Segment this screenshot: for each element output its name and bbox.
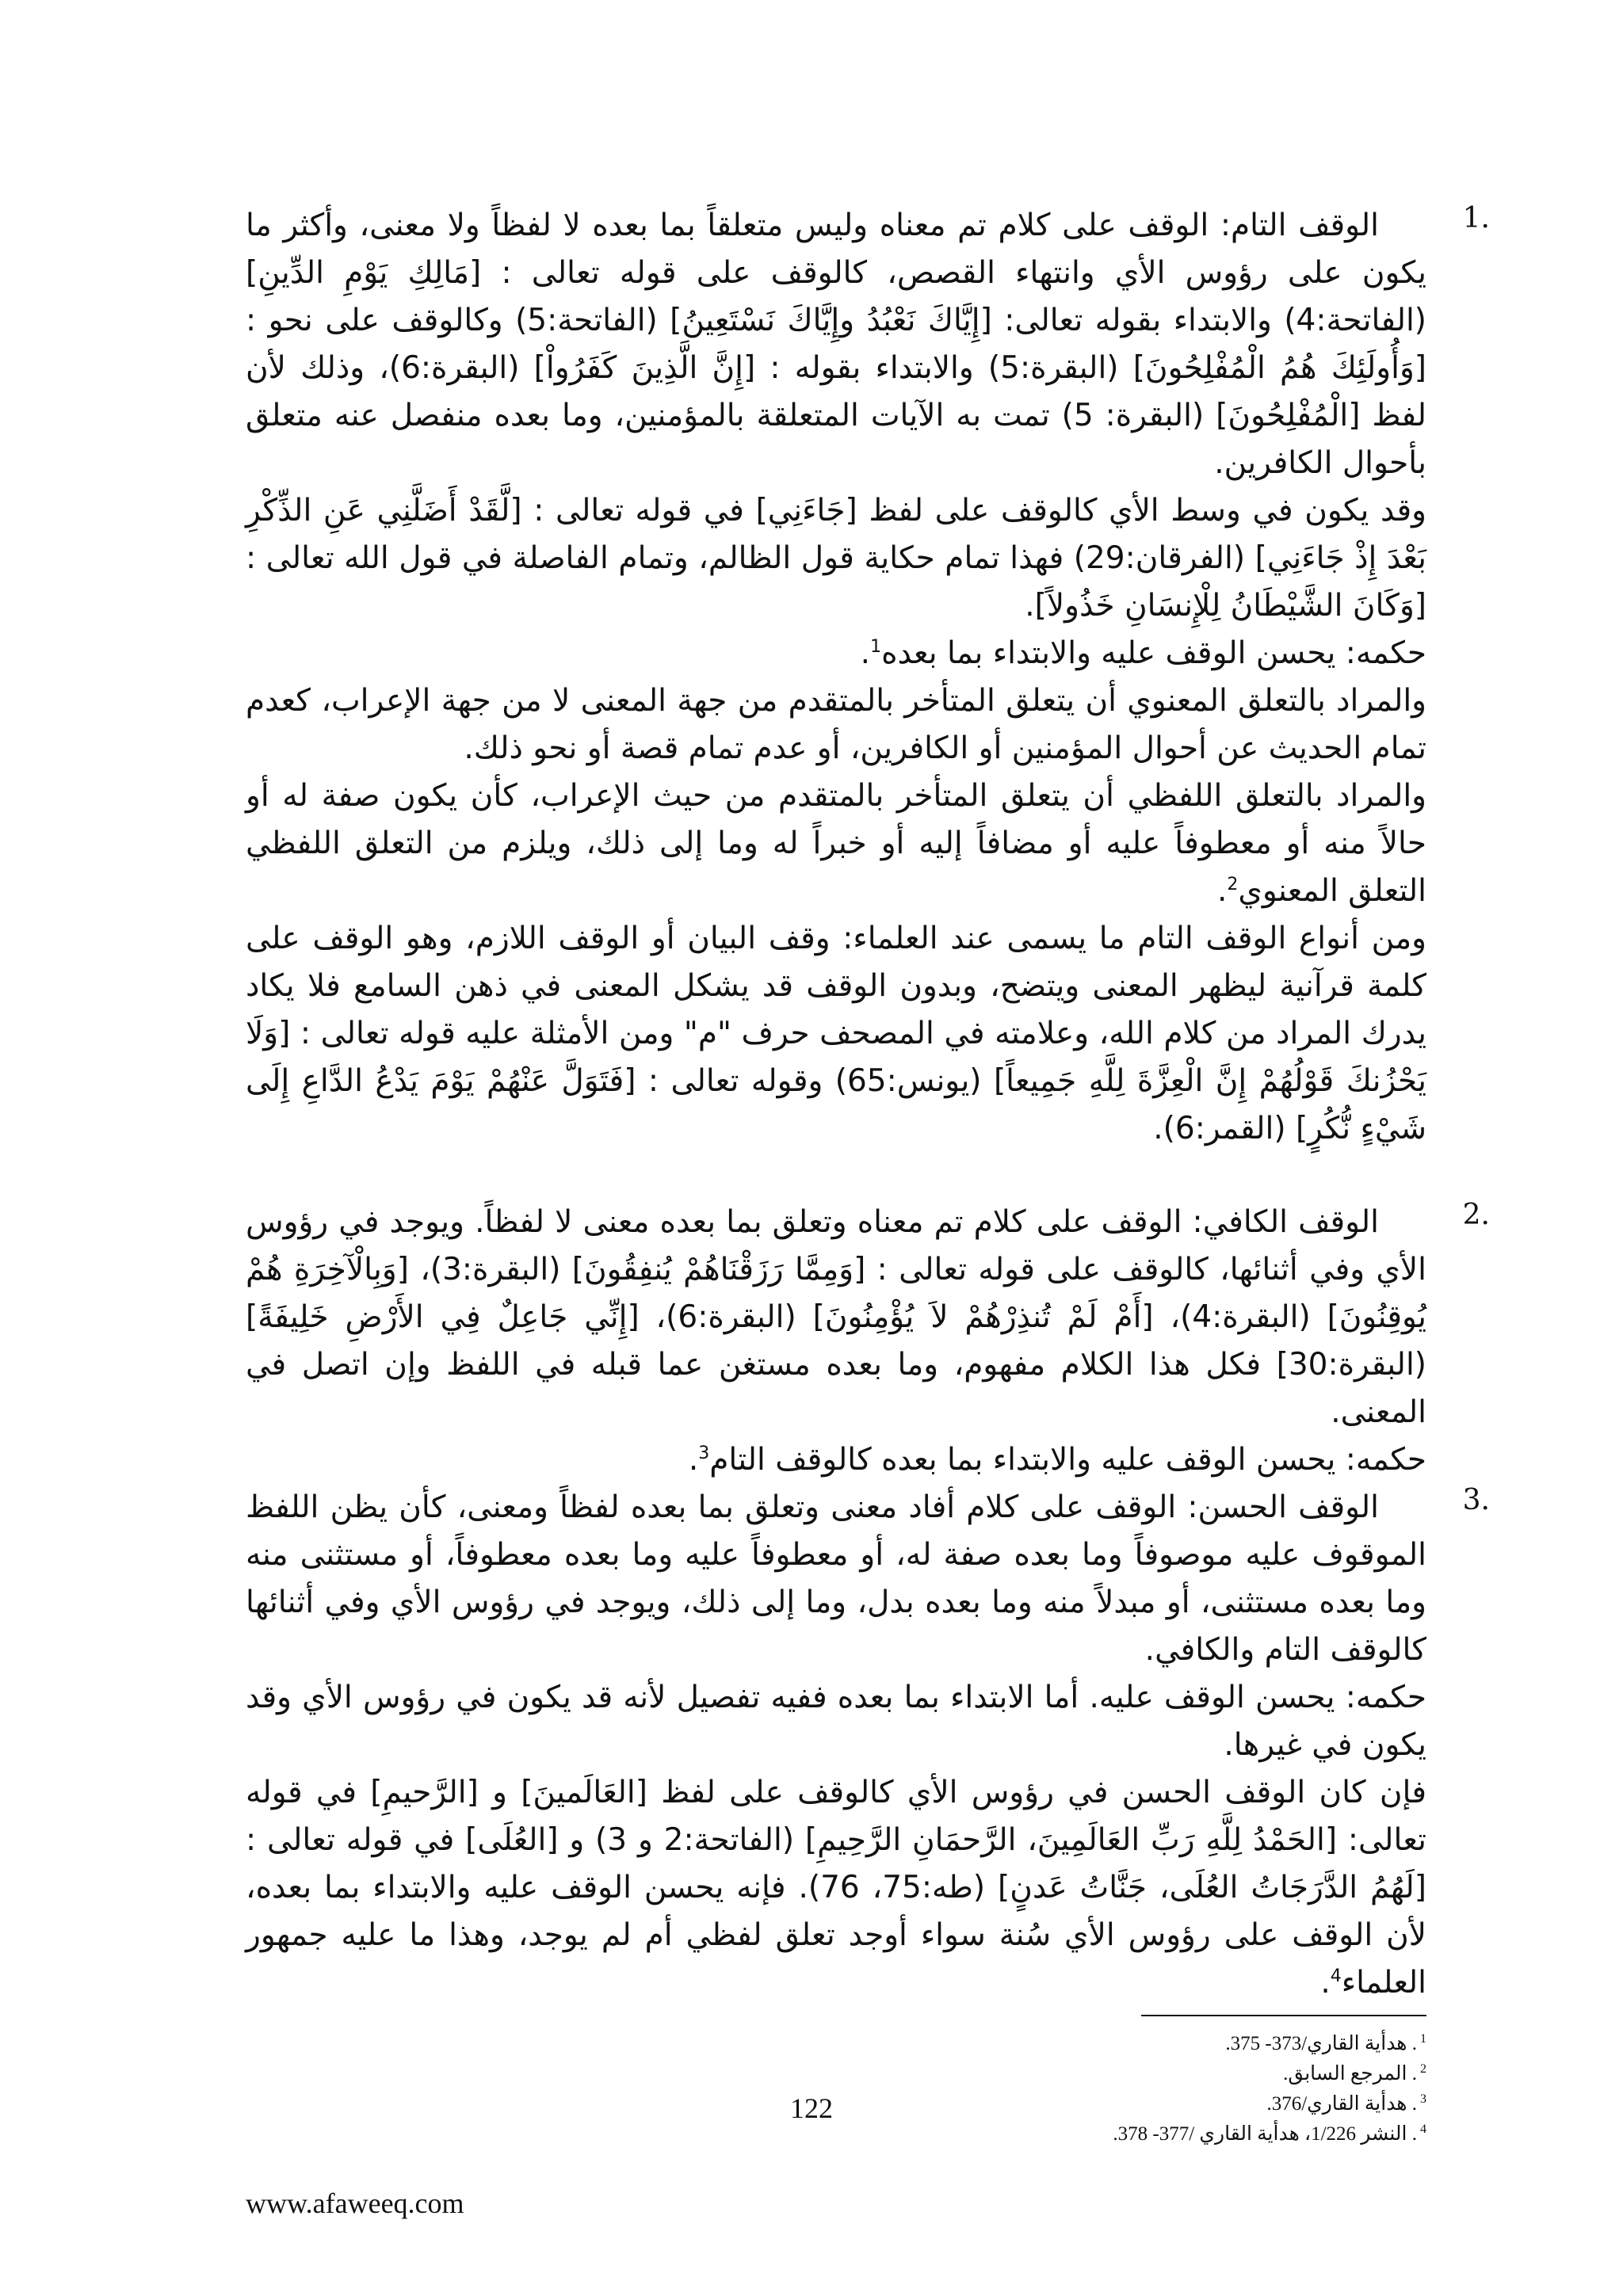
footnote-ref[interactable]: 2 — [1227, 875, 1239, 894]
paragraph: فإن كان الوقف الحسن في رؤوس الأي كالوقف على لفظ [العَالَمينَ] و [الرَّحيمِ] في قوله تعالى: [الحَمْدُ لِلَّهِ رَبِّ العَالَمِينَ، الرَّحمَانِ الرَّحِيمِ] (الفاتحة:2 و 3) و [العُلَى] في قوله تعالى : [لَهُمُ الدَّرَجَاتُ العُلَى، جَنَّاتُ عَدنٍ] (طه:75، 76). فإنه يحسن الوقف عليه والابتداء بما بعده، لأن الوقف على رؤوس الأي سُنة سواء أوجد تعلق لفظي أم لم يوجد، وهذا ما عليه جمهور العلماء$^4$. — [246, 1775, 1426, 2000]
list-number: .2 — [1462, 1199, 1490, 1231]
list-number: .3 — [1462, 1484, 1490, 1516]
footnote-mark: 4 — [1420, 2122, 1426, 2136]
ruling-text: حكمه: يحسن الوقف عليه والابتداء بما بعده كالوقف التام — [709, 1442, 1426, 1478]
section-hasan — [246, 1484, 1490, 2007]
footnote-ref[interactable]: 4 — [1330, 1966, 1342, 1986]
paragraph: الوقف الحسن: الوقف على كلام أفاد معنى وتعلق بما بعده لفظاً ومعنى، كأن يظن اللفظ الموقوف عليه موصوفاً وما بعده صفة له، أو معطوفاً عليه وما بعده معطوفاً، أو مستثنى منه وما بعده مستثنى، أو مبدلاً منه وما بعده بدل، وما إلى ذلك، ويوجد في رؤوس الأي وفي أثنائها كالوقف التام والكافي. — [246, 1489, 1426, 1668]
section-gap — [246, 1153, 1426, 1199]
paragraph: حكمه: يحسن الوقف عليه والابتداء بما بعده$^1$. — [860, 635, 1426, 671]
footnote-mark: 1 — [1420, 2031, 1426, 2046]
paragraph: الوقف التام: الوقف على كلام تم معناه وليس متعلقاً بما بعده لا لفظاً ولا معنى، وأكثر ما يكون على رؤوس الأي وانتهاء القصص، كالوقف على قوله تعالى : [مَالِكِ يَوْمِ الدِّينِ] (الفاتحة:4) والابتداء بقوله تعالى: [إِيَّاكَ نَعْبُدُ وإِيَّاكَ نَسْتَعِينُ] (الفاتحة:5) وكالوقف على نحو : [وَأُولَئِكَ هُمُ الْمُفْلِحُونَ] (البقرة:5) والابتداء بقوله : [إِنَّ الَّذِينَ كَفَرُواْ] (البقرة:6)، وذلك لأن لفظ [الْمُفْلِحُونَ] (البقرة: 5) تمت به الآيات المتعلقة بالمؤمنين، وما بعده منفصل عنه متعلق بأحوال الكافرين. — [246, 208, 1426, 481]
footnote-text: . المرجع السابق. — [1283, 2063, 1417, 2084]
page-number: 122 — [790, 2092, 833, 2124]
section-kafi — [246, 1199, 1490, 1484]
footnote-text: . هدأية القاري/376. — [1266, 2093, 1417, 2115]
paragraph: حكمه: يحسن الوقف عليه. أما الابتداء بما بعده ففيه تفصيل لأنه قد يكون في رؤوس الأي وقد يكون في غيرها. — [246, 1680, 1426, 1763]
paragraph: والمراد بالتعلق المعنوي أن يتعلق المتأخر بالمتقدم من جهة المعنى لا من جهة الإعراب، كعدم تمام الحديث عن أحوال المؤمنين أو الكافرين، أو عدم تمام قصة أو نحو ذلك. — [246, 683, 1426, 766]
footnote-mark: 2 — [1420, 2061, 1426, 2076]
paragraph: الوقف الكافي: الوقف على كلام تم معناه وتعلق بما بعده معنى لا لفظاً. ويوجد في رؤوس الأي وفي أثنائها، كالوقف على قوله تعالى : [وَمِمَّا رَزَقْنَاهُمْ يُنفِقُونَ] (البقرة:3)، [وَبِالْآخِرَةِ هُمْ يُوقِنُونَ] (البقرة:4)، [أَمْ لَمْ تُنذِرْهُمْ لاَ يُؤْمِنُونَ] (البقرة:6)، [إِنِّي جَاعِلٌ فِي الأَرْضِ خَلِيفَةً] (البقرة:30] فكل هذا الكلام مفهوم، وما بعده مستغن عما قبله في اللفظ وإن اتصل في المعنى. — [246, 1204, 1426, 1430]
paragraph: وقد يكون في وسط الأي كالوقف على لفظ [جَاءَنِي] في قوله تعالى : [لَّقَدْ أَضَلَّنِي عَنِ الذِّكْرِ بَعْدَ إِذْ جَاءَنِي] (الفرقان:29) فهذا تمام حكاية قول الظالم، وتمام الفاصلة في قول الله تعالى : [وَكَانَ الشَّيْطَانُ لِلْإِنسَانِ خَذُولاً]. — [246, 493, 1426, 624]
footnote-text: . النشر 1/226، هدأية القاري /377- 378. — [1113, 2123, 1417, 2145]
list-number: .1 — [1462, 202, 1490, 235]
footnotes — [246, 2029, 1426, 2149]
ruling-text: حكمه: يحسن الوقف عليه والابتداء بما بعده — [881, 635, 1426, 671]
footnote-divider — [1141, 2015, 1426, 2016]
paragraph: ومن أنواع الوقف التام ما يسمى عند العلماء: وقف البيان أو الوقف اللازم، وهو الوقف على كلمة قرآنية ليظهر المعنى ويتضح، وبدون الوقف قد يشكل المعنى في ذهن السامع فلا يكاد يدرك المراد من كلام الله، وعلامته في المصحف حرف "م" ومن الأمثلة عليه قوله تعالى : [وَلَا يَحْزُنكَ قَوْلُهُمْ إِنَّ الْعِزَّةَ لِلَّهِ جَمِيعاً] (يونس:65) وقوله تعالى : [فَتَوَلَّ عَنْهُمْ يَوْمَ يَدْعُ الدَّاعِ إِلَى شَيْءٍ نُّكُرٍ] (القمر:6). — [246, 921, 1426, 1146]
document-body — [246, 202, 1490, 2149]
paragraph-text: والمراد بالتعلق اللفظي أن يتعلق المتأخر بالمتقدم من حيث الإعراب، كأن يكون صفة له أو حالاً منه أو معطوفاً عليه أو مضافاً إليه أو خبراً له وما إلى ذلك، ويلزم من التعلق اللفظي التعلق المعنوي — [246, 778, 1426, 909]
footnote-ref[interactable]: 1 — [870, 637, 882, 657]
paragraph: والمراد بالتعلق اللفظي أن يتعلق المتأخر بالمتقدم من حيث الإعراب، كأن يكون صفة له أو حالاً منه أو معطوفاً عليه أو مضافاً إليه أو خبراً له وما إلى ذلك، ويلزم من التعلق اللفظي التعلق المعنوي$^2$. — [246, 778, 1426, 909]
paragraph-text: فإن كان الوقف الحسن في رؤوس الأي كالوقف على لفظ [العَالَمينَ] و [الرَّحيمِ] في قوله تعالى: [الحَمْدُ لِلَّهِ رَبِّ العَالَمِينَ، الرَّحمَانِ الرَّحِيمِ] (الفاتحة:2 و 3) و [العُلَى] في قوله تعالى : [لَهُمُ الدَّرَجَاتُ العُلَى، جَنَّاتُ عَدنٍ] (طه:75، 76). فإنه يحسن الوقف عليه والابتداء بما بعده، لأن الوقف على رؤوس الأي سُنة سواء أوجد تعلق لفظي أم لم يوجد، وهذا ما عليه جمهور العلماء — [246, 1775, 1426, 2000]
footnote-mark: 3 — [1420, 2092, 1426, 2106]
footnote — [246, 2029, 1426, 2059]
footnote-text: . هدأية القاري/373- 375. — [1225, 2033, 1417, 2054]
footnote — [246, 2059, 1426, 2089]
section-tam — [246, 202, 1490, 1153]
footnote-ref[interactable]: 3 — [698, 1444, 710, 1463]
paragraph: حكمه: يحسن الوقف عليه والابتداء بما بعده كالوقف التام$^3$. — [688, 1442, 1426, 1478]
website-url[interactable]: www.afaweeq.com — [246, 2187, 464, 2219]
